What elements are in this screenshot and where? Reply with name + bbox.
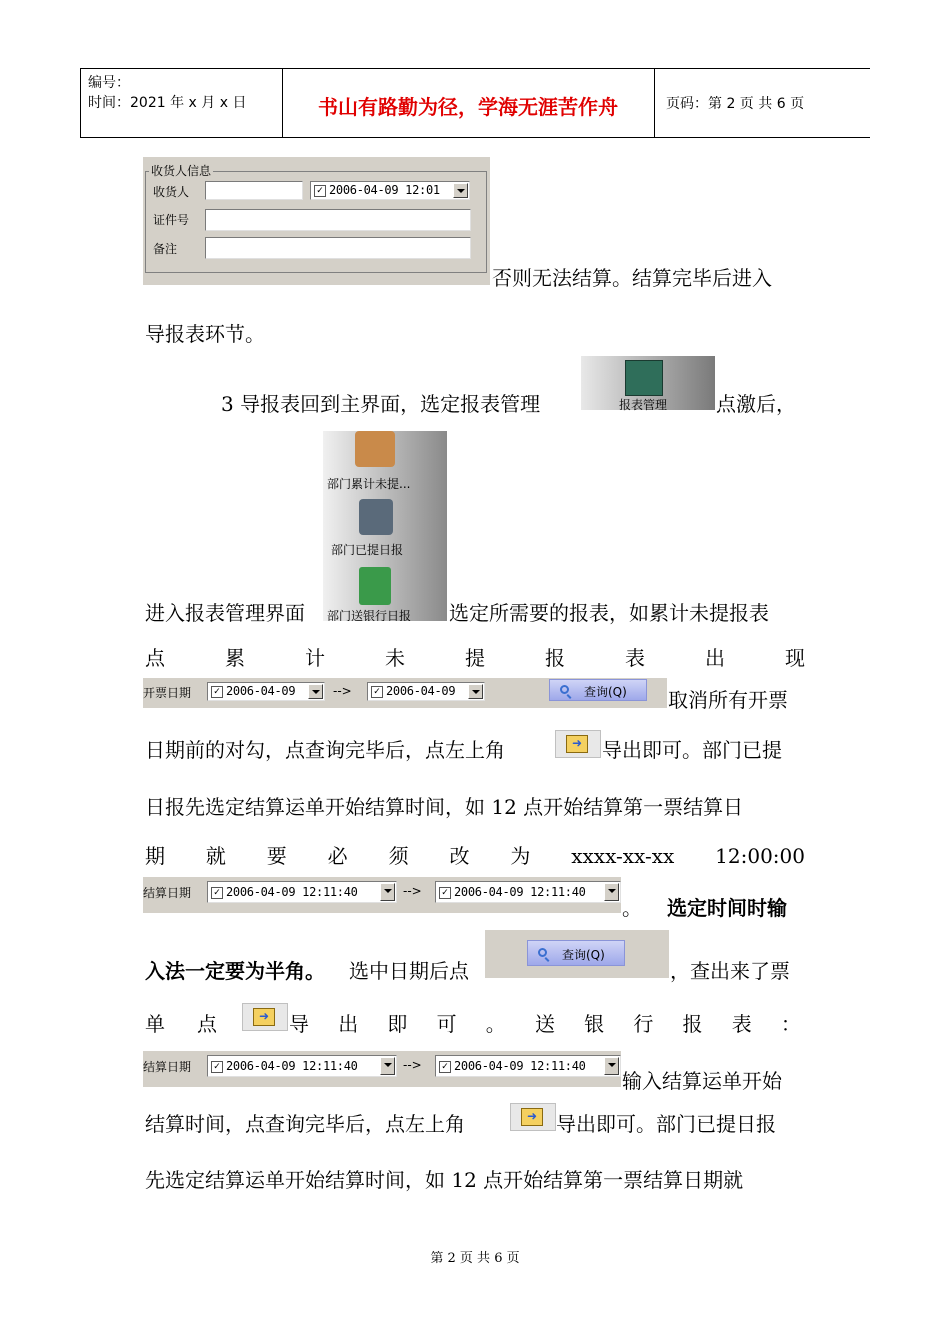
char: 现: [785, 646, 805, 670]
enable-checkbox[interactable]: ✓: [211, 887, 223, 899]
date-value: 2006-04-09: [226, 684, 296, 698]
char: 累: [225, 646, 245, 670]
enable-checkbox[interactable]: ✓: [314, 185, 326, 197]
char: 点: [145, 646, 165, 670]
time-label: 时间：2021 年 x 月 x 日: [88, 95, 247, 111]
char: 要: [266, 844, 287, 868]
char: ：: [780, 1012, 801, 1036]
settle-to-picker[interactable]: [435, 1055, 621, 1077]
para-line: 点激后，: [716, 392, 796, 416]
settle-filter-bar: [143, 1051, 621, 1087]
enable-checkbox[interactable]: ✓: [211, 1061, 223, 1073]
char: xxxx-xx-xx: [571, 844, 675, 868]
settle-from-picker[interactable]: [207, 1055, 397, 1077]
id-input[interactable]: [205, 209, 471, 231]
report-item-label[interactable]: 部门累计未提...: [327, 477, 411, 491]
chevron-down-icon[interactable]: [468, 684, 483, 699]
export-button[interactable]: [510, 1103, 556, 1131]
char: 单: [145, 1012, 165, 1036]
para-line-justified: [145, 844, 805, 868]
chevron-down-icon[interactable]: [453, 183, 468, 198]
char: 导: [289, 1012, 309, 1036]
chevron-down-icon[interactable]: [380, 883, 395, 901]
report-item-icon: [359, 499, 393, 535]
search-icon: [560, 685, 569, 694]
datetime-value: 2006-04-09 12:11:40: [226, 885, 358, 899]
para-line-bold: 选定时间时输: [667, 896, 787, 920]
page-info: 页码：第 2 页 共 6 页: [666, 96, 805, 112]
para-line: ，查出来了票: [670, 959, 790, 983]
settle-from-picker[interactable]: [207, 881, 397, 903]
remark-label: 备注: [153, 242, 178, 256]
char: 改: [449, 844, 470, 868]
group-title: 收货人信息: [151, 164, 212, 178]
chevron-down-icon[interactable]: [604, 1057, 619, 1075]
char: 行: [633, 1012, 654, 1036]
export-overlay: [555, 730, 601, 758]
receiver-input[interactable]: [205, 181, 303, 200]
char: 出: [338, 1012, 359, 1036]
char: 计: [305, 646, 325, 670]
divider: [654, 69, 655, 137]
para-line: 导出即可。部门已提日报: [556, 1112, 776, 1136]
char: 。: [485, 1012, 506, 1036]
query-button[interactable]: [527, 940, 625, 966]
export-icon: [253, 1008, 275, 1026]
para-line: 3 导报表回到主界面，选定报表管理: [221, 392, 541, 416]
chevron-down-icon[interactable]: [308, 684, 323, 699]
para-line: 取消所有开票: [668, 688, 788, 712]
range-arrow: -->: [403, 1058, 422, 1072]
char: 提: [465, 646, 485, 670]
invoice-to-picker[interactable]: [367, 682, 485, 701]
page-header: [80, 68, 870, 138]
report-item-icon: [355, 431, 395, 467]
header-meta: [88, 73, 246, 113]
report-item-label[interactable]: 部门送银行日报: [327, 609, 412, 621]
range-arrow: -->: [403, 884, 422, 898]
char: 银: [584, 1012, 605, 1036]
char: 报: [545, 646, 565, 670]
report-list: [323, 431, 447, 621]
datetime-picker[interactable]: [310, 181, 470, 200]
para-line: 日期前的对勾，点查询完毕后，点左上角: [145, 738, 505, 762]
enable-checkbox[interactable]: ✓: [439, 887, 451, 899]
para-line: 选中日期后点: [349, 959, 469, 983]
query-label: 查询(Q): [584, 685, 627, 699]
char: 表: [625, 646, 645, 670]
char: 报: [682, 1012, 703, 1036]
datetime-value: 2006-04-09 12:01: [329, 183, 440, 197]
char: 出: [705, 646, 725, 670]
char: 可: [436, 1012, 457, 1036]
motto: 书山有路勤为径，学海无涯苦作舟: [318, 95, 618, 119]
query-label: 查询(Q): [562, 948, 605, 962]
para-line: 。: [622, 896, 642, 920]
id-label: 证件号: [153, 213, 190, 227]
report-item-label[interactable]: 部门已提日报: [331, 543, 404, 557]
para-line: 导报表环节。: [145, 322, 265, 346]
datetime-value: 2006-04-09 12:11:40: [454, 885, 586, 899]
invoice-from-picker[interactable]: [207, 682, 325, 701]
para-line: 日报先选定结算运单开始结算时间，如 12 点开始结算第一票结算日: [145, 795, 744, 819]
page-footer: 第 2 页 共 6 页: [430, 1251, 520, 1266]
settle-date-label: 结算日期: [143, 886, 192, 900]
para-line: 选定所需要的报表，如累计未提报表: [449, 601, 769, 625]
chevron-down-icon[interactable]: [380, 1057, 395, 1075]
char: 期: [145, 844, 165, 868]
para-line-justified: [145, 1012, 217, 1036]
settle-to-picker[interactable]: [435, 881, 621, 903]
enable-checkbox[interactable]: ✓: [371, 686, 383, 698]
date-value: 2006-04-09: [386, 684, 456, 698]
datetime-value: 2006-04-09 12:11:40: [226, 1059, 358, 1073]
divider: [80, 69, 81, 137]
para-line-justified: [145, 646, 805, 670]
para-line: 输入结算运单开始: [622, 1069, 782, 1093]
settle-filter-bar: [143, 877, 621, 913]
invoice-date-label: 开票日期: [143, 686, 192, 700]
para-line: 先选定结算运单开始结算时间，如 12 点开始结算第一票结算日期就: [145, 1168, 744, 1192]
receiver-label: 收货人: [153, 185, 190, 199]
char: 未: [385, 646, 405, 670]
datetime-value: 2006-04-09 12:11:40: [454, 1059, 586, 1073]
enable-checkbox[interactable]: ✓: [439, 1061, 451, 1073]
chart-icon: [625, 360, 663, 396]
char: 须: [388, 844, 409, 868]
para-line-justified: [289, 1012, 801, 1036]
export-button[interactable]: [242, 1003, 288, 1031]
report-item-icon: [359, 567, 391, 605]
remark-input[interactable]: [205, 237, 471, 259]
char: 点: [197, 1012, 217, 1036]
range-arrow: -->: [333, 684, 352, 698]
consignee-panel: [143, 157, 490, 285]
settle-date-label: 结算日期: [143, 1060, 192, 1074]
para-line: 导出即可。部门已提: [602, 738, 782, 762]
char: 12:00:00: [715, 844, 805, 868]
char: 即: [387, 1012, 408, 1036]
query-button-panel: [485, 930, 669, 978]
char: 就: [205, 844, 226, 868]
report-manage-label: 报表管理: [619, 398, 668, 412]
para-line: 否则无法结算。结算完毕后进入: [492, 266, 772, 290]
enable-checkbox[interactable]: ✓: [211, 686, 223, 698]
chevron-down-icon[interactable]: [604, 883, 619, 901]
char: 送: [534, 1012, 555, 1036]
para-line-bold: 入法一定要为半角。: [145, 959, 325, 983]
search-icon: [538, 948, 547, 957]
para-line: 进入报表管理界面: [145, 601, 305, 625]
char: 为: [510, 844, 531, 868]
char: 必: [327, 844, 348, 868]
number-label: 编号：: [88, 75, 130, 91]
query-button[interactable]: [549, 679, 647, 701]
invoice-filter-bar: [143, 678, 667, 708]
para-line: 结算时间，点查询完毕后，点左上角: [145, 1112, 465, 1136]
export-icon: [521, 1108, 543, 1126]
char: 表: [731, 1012, 752, 1036]
report-manage-button[interactable]: [581, 356, 715, 410]
